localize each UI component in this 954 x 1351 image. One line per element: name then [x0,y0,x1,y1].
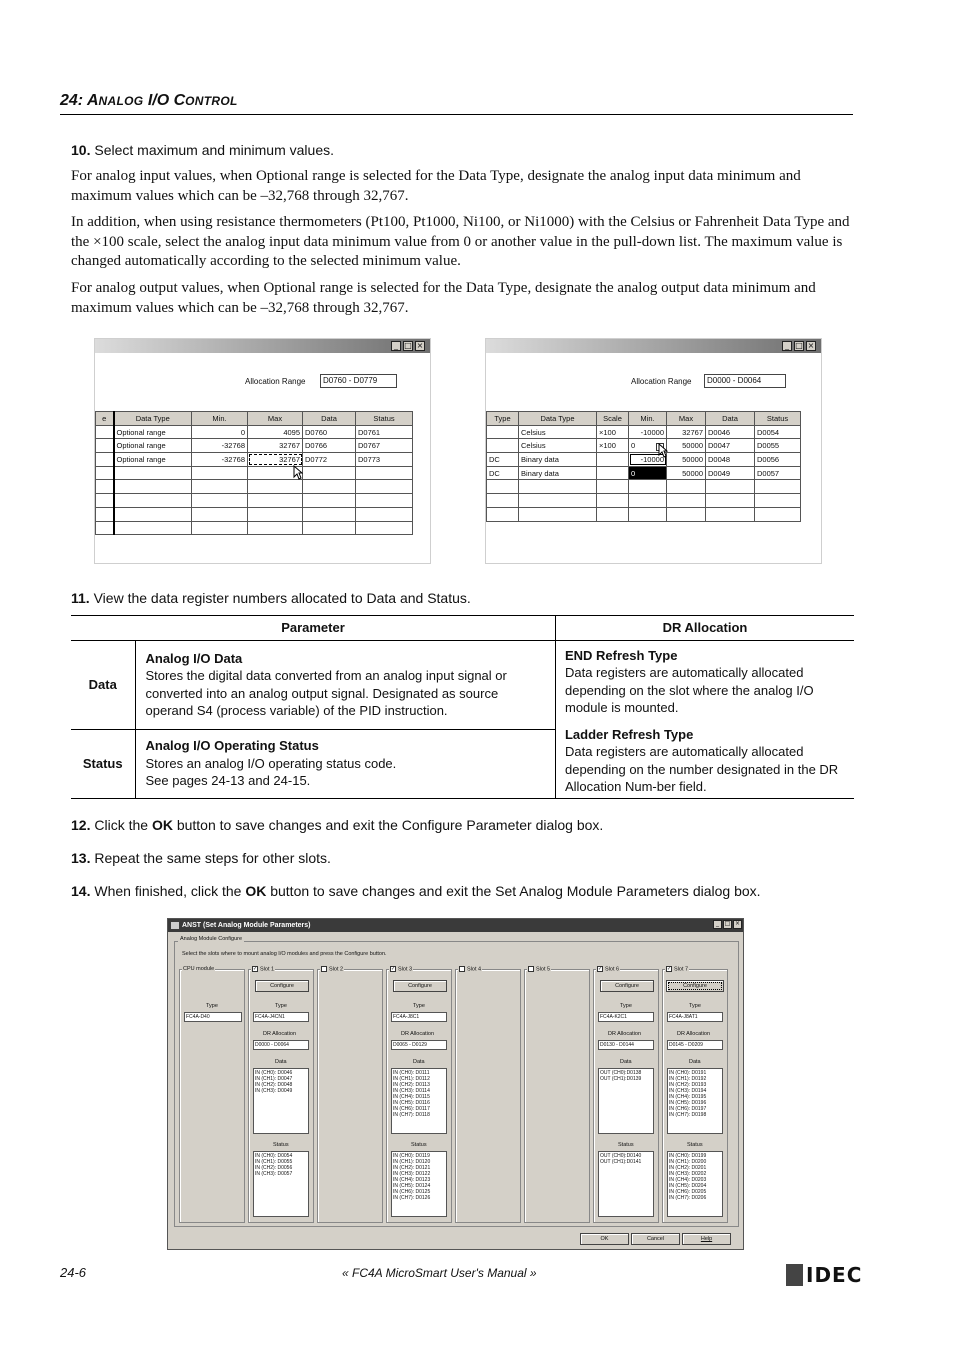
table-row: DC Binary data -10000 50000 D0048 D0056 [487,453,801,467]
step-14: 14. When finished, click the OK button to save changes and exit the Set Analog Module Parameters dialog box. [71,883,761,899]
configure-button[interactable]: Configure [255,980,309,992]
alloc-range-label: Allocation Range [245,377,306,386]
range-grid[interactable]: e Data Type Min. Max Data Status Optional range 0 4095 D0760 D0761 Optional range -32768 32767 D0766 D0767 Optional range -32768 32767 D0772 D0773 [95,411,413,535]
table-row: Optional range 0 4095 D0760 D0761 [96,425,413,439]
group-label: Analog Module Configure [180,936,243,942]
maximize-icon[interactable]: □ [724,920,731,927]
slot-column [455,966,521,1223]
alloc-range-label: Allocation Range [631,377,692,386]
maximize-icon[interactable]: □ [795,341,803,350]
slot-column [317,966,383,1223]
slot-data-list[interactable]: IN (CH0): D0191 IN (CH1): D0192 IN (CH2): D0193 IN (CH3): D0194 IN (CH4): D0195 IN (CH5): D0196 IN (CH6): D0197 IN (CH7): D0198 [667,1068,723,1134]
slot-column: ✓ Slot 1 Configure Type FC4A-J4CN1 DR Allocation D0000 - D0064 Data IN (CH0): D0046 IN (CH1): D0047 IN (CH2): D0048 IN (CH3): D0049 Status IN (CH0): D0054 IN (CH1): D0055 IN (CH2): D0056 IN (CH3): D0057 [248,969,314,1223]
table-row: Celsius ×100 -10000 32767 D0046 D0054 [487,425,801,439]
manual-title: « FC4A MicroSmart User's Manual » [342,1266,537,1280]
slot-type-field: FC4A-K2C1 [598,1012,654,1022]
paragraph-3: For analog output values, when Optional range is selected for the Data Type, designate the analog output data minimum and maximum values which can be –32,768 through 32,767. [71,280,816,316]
slot-checkbox[interactable]: Slot 4 [458,966,482,972]
slot-type-field: FC4A-J8AT1 [667,1012,723,1022]
close-icon[interactable]: × [734,920,741,927]
cursor-icon [658,443,668,459]
slot-type-field: FC4A-J8C1 [391,1012,447,1022]
cpu-column: CPU module Type FC4A-D40 [179,969,245,1223]
slot-column: ✓ Slot 6 Configure Type FC4A-K2C1 DR Allocation D0130 - D0144 Data OUT (CH0):D0138 OUT (CH1):D0139 Status OUT (CH0):D0140 OUT (CH1):D0141 [593,969,659,1223]
dr-allocation-table: Parameter DR Allocation Data Analog I/O Data Stores the digital data converted from an analog input signal or converted into an analog output signal. Designated as source operand S4 (process variable) of the PID instruction. END Refresh Type Data registers are automatically allocated depending on the slot where the analog I/O module is mounted. Ladder Refresh Type Data registers are automatically allocated depending on the number designated in the DR Allocation Num-ber field. Status Analog I/O Operating Status Stores an analog I/O operating status code. See pages 24-13 and 24-15. [71,615,854,799]
step-12: 12. Click the OK button to save changes and exit the Configure Parameter dialog box. [71,817,604,833]
slot-dr-field: D0130 - D0144 [598,1040,654,1050]
cursor-icon [293,465,303,481]
slot-dr-field: D0000 - D0064 [253,1040,309,1050]
help-button[interactable]: Help [682,1233,731,1245]
slot-checkbox[interactable]: ✓ Slot 1 [253,966,275,973]
configure-button[interactable]: Configure [600,980,654,992]
title-bar [486,339,821,353]
idec-logo: IDEC [806,1263,863,1287]
ok-button[interactable]: OK [580,1233,629,1245]
hint-text: Select the slots where to mount analog I/O modules and press the Configure button. [182,951,387,957]
table-row: DC Binary data 0 50000 D0049 D0057 [487,466,801,480]
slot-checkbox[interactable]: Slot 2 [320,966,344,972]
slot-column: ✓ Slot 7 Configure Type FC4A-J8AT1 DR Allocation D0145 - D0209 Data IN (CH0): D0191 IN (CH1): D0192 IN (CH2): D0193 IN (CH3): D0194 IN (CH4): D0195 IN (CH5): D0196 IN (CH6): D0197 IN (CH7): D0198 Status IN (CH0): D0199 IN (CH1): D0200 IN (CH2): D0201 IN (CH3): D0202 IN (CH4): D0203 IN (CH5): D0204 IN (CH6): D0205 IN (CH7): D0206 [662,969,728,1223]
screenshot-celsius-range [485,338,822,564]
idec-logo-mark [786,1264,803,1286]
slot-column [524,966,590,1223]
range-grid[interactable]: Type Data Type Scale Min. Max Data Status Celsius ×100 -10000 32767 D0046 D0054 Celsius ×100 0 50000 D0047 D0055 DC Binary data -10000 50000 D0048 D0056 DC Binary data 0 50000 D0049 D0057 [486,411,801,522]
configure-button[interactable]: Configure [393,980,447,992]
page-number: 24-6 [60,1265,87,1280]
anst-dialog [167,918,744,1250]
screenshot-optional-range [94,338,431,564]
slot-checkbox[interactable]: ✓ Slot 3 [391,966,413,973]
slot-status-list[interactable]: IN (CH0): D0054 IN (CH1): D0055 IN (CH2): D0056 IN (CH3): D0057 [253,1151,309,1217]
min-dropdown[interactable]: 0 [629,439,667,453]
alloc-range-field: D0000 - D0064 [704,374,786,388]
app-icon [171,922,179,929]
alloc-range-field: D0760 - D0779 [320,374,397,388]
minimize-icon[interactable]: _ [391,341,401,351]
step-13: 13. Repeat the same steps for other slots. [71,850,331,866]
close-icon[interactable]: × [416,341,424,350]
paragraph-2: In addition, when using resistance thermometers (Pt100, Pt1000, Ni100, or Ni1000) with the Celsius or Fahrenheit Data Type and the ×100 scale, select the analog input data minimum value from 0 or another value in the pull-down list. The maximum value is changed automatically according to the selected minimum value. [71,214,850,269]
table-row: Celsius ×100 0 50000 D0047 D0055 [487,439,801,453]
step-11: 11. View the data register numbers allocated to Data and Status. [71,590,471,606]
maximize-icon[interactable]: □ [404,341,412,350]
slot-checkbox[interactable]: Slot 5 [527,966,551,972]
cancel-button[interactable]: Cancel [631,1233,680,1245]
table-row: Optional range -32768 32767 D0772 D0773 [96,453,413,467]
cpu-type-field: FC4A-D40 [184,1012,242,1022]
minimize-icon[interactable]: _ [782,341,792,351]
table-row: Optional range -32768 32767 D0766 D0767 [96,439,413,453]
slot-dr-field: D0145 - D0209 [667,1040,723,1050]
slot-checkbox[interactable]: ✓ Slot 6 [598,966,620,973]
slot-type-field: FC4A-J4CN1 [253,1012,309,1022]
dialog-title: ANST (Set Analog Module Parameters) [168,919,743,932]
minimize-icon[interactable]: _ [713,920,722,929]
header-rule [60,114,853,115]
slot-data-list[interactable]: IN (CH0): D0046 IN (CH1): D0047 IN (CH2): D0048 IN (CH3): D0049 [253,1068,309,1134]
slot-status-list[interactable]: IN (CH0): D0199 IN (CH1): D0200 IN (CH2): D0201 IN (CH3): D0202 IN (CH4): D0203 IN (CH5): D0204 IN (CH6): D0205 IN (CH7): D0206 [667,1151,723,1217]
close-icon[interactable]: × [807,341,815,350]
step-10: 10. Select maximum and minimum values. [71,142,334,158]
slot-checkbox[interactable]: ✓ Slot 7 [667,966,689,973]
paragraph-1: For analog input values, when Optional range is selected for the Data Type, designate the analog input data minimum and maximum values which can be –32,768 through 32,767. [71,168,801,204]
slot-status-list[interactable]: IN (CH0): D0119 IN (CH1): D0120 IN (CH2): D0121 IN (CH3): D0122 IN (CH4): D0123 IN (CH5): D0124 IN (CH6): D0125 IN (CH7): D0126 [391,1151,447,1217]
chapter-header: 24: ANALOG I/O CONTROL [60,92,238,109]
configure-button[interactable]: Configure [666,980,724,992]
slot-data-list[interactable]: IN (CH0): D0111 IN (CH1): D0112 IN (CH2): D0113 IN (CH3): D0114 IN (CH4): D0115 IN (CH5): D0116 IN (CH6): D0117 IN (CH7): D0118 [391,1068,447,1134]
title-bar [95,339,430,353]
slot-status-list[interactable]: OUT (CH0):D0140 OUT (CH1):D0141 [598,1151,654,1217]
slot-data-list[interactable]: OUT (CH0):D0138 OUT (CH1):D0139 [598,1068,654,1134]
slot-column: ✓ Slot 3 Configure Type FC4A-J8C1 DR Allocation D0065 - D0129 Data IN (CH0): D0111 IN (CH1): D0112 IN (CH2): D0113 IN (CH3): D0114 IN (CH4): D0115 IN (CH5): D0116 IN (CH6): D0117 IN (CH7): D0118 Status IN (CH0): D0119 IN (CH1): D0120 IN (CH2): D0121 IN (CH3): D0122 IN (CH4): D0123 IN (CH5): D0124 IN (CH6): D0125 IN (CH7): D0126 [386,969,452,1223]
slot-dr-field: D0065 - D0129 [391,1040,447,1050]
